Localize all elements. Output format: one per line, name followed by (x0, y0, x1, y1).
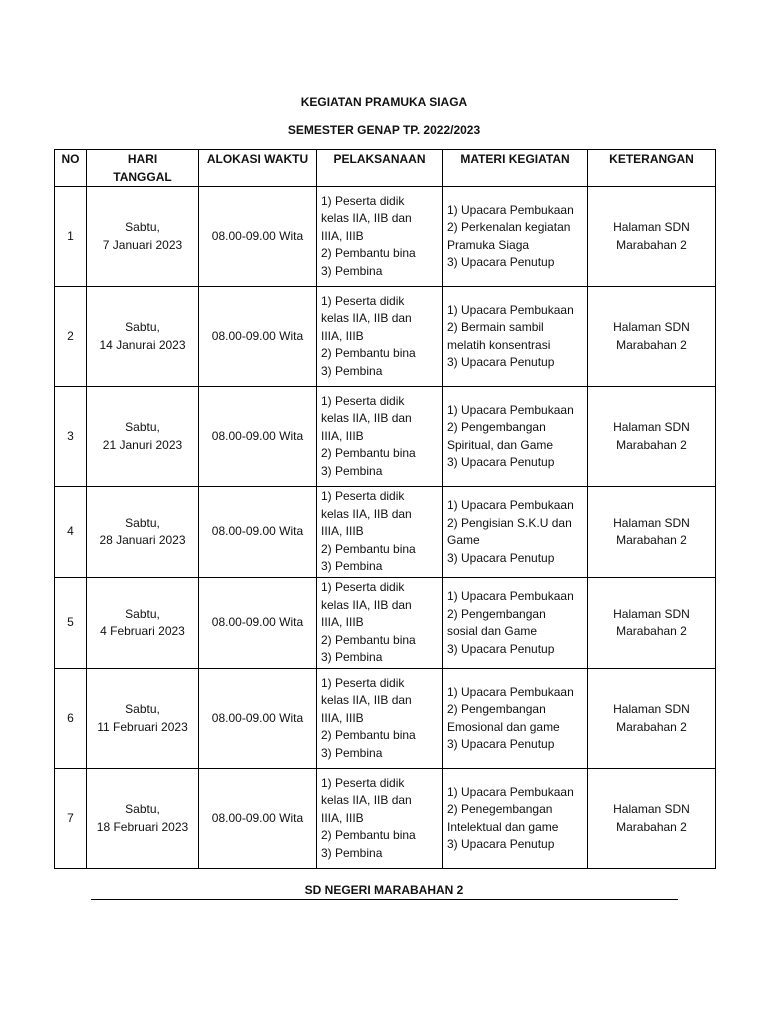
day-date-cell (87, 578, 199, 669)
date-label: 14 Janurai 2023 (99, 337, 186, 352)
date-label: 4 Februari 2023 (100, 624, 185, 638)
document-subtitle: SEMESTER GENAP TP. 2022/2023 (287, 123, 481, 137)
materi-line: 3) Upacara Penutup (447, 550, 555, 565)
pelaksanaan-line: kelas IIA, IIB dan (321, 597, 412, 612)
time-allocation: 08.00-09.00 Wita (199, 487, 317, 578)
date-label: 28 Januari 2023 (99, 533, 186, 547)
table-row (55, 487, 716, 578)
pelaksanaan-line: 3) Pembina (321, 463, 383, 478)
location-line-2: Marabahan 2 (616, 533, 687, 547)
pelaksanaan-line: kelas IIA, IIB dan (321, 311, 412, 326)
pelaksanaan-cell (317, 287, 443, 387)
materi-line: 3) Upacara Penutup (447, 837, 555, 851)
day-date-cell (87, 287, 199, 387)
date-label: 7 Januari 2023 (102, 237, 183, 252)
day-label: Sabtu, (125, 802, 160, 816)
pelaksanaan-line: 3) Pembina (321, 363, 383, 378)
keterangan-cell (588, 669, 716, 769)
time-allocation: 08.00-09.00 Wita (199, 287, 317, 387)
day-date-cell (87, 187, 199, 287)
materi-line: Spiritual, dan Game (447, 437, 554, 452)
header-hari: HARI (127, 152, 158, 166)
day-date-cell (87, 669, 199, 769)
pelaksanaan-line: kelas IIA, IIB dan (321, 693, 412, 708)
pelaksanaan-line: 2) Pembantu bina (321, 632, 416, 647)
header-no: NO (55, 150, 87, 187)
table-header-row (55, 150, 716, 187)
pelaksanaan-line: IIIA, IIIB (321, 810, 364, 825)
time-allocation: 08.00-09.00 Wita (199, 387, 317, 487)
materi-line: 2) Penegembangan (447, 802, 553, 816)
materi-line: 2) Pengembangan (447, 702, 546, 716)
table-row (55, 387, 716, 487)
school-name-footer: SD NEGERI MARABAHAN 2 (304, 883, 464, 897)
time-allocation: 08.00-09.00 Wita (199, 669, 317, 769)
location-line-2: Marabahan 2 (616, 719, 687, 734)
table-row (55, 669, 716, 769)
materi-cell (443, 769, 588, 869)
day-label: Sabtu, (125, 515, 160, 530)
header-pelaksanaan: PELAKSANAAN (317, 150, 443, 187)
table-row (55, 769, 716, 869)
materi-line: 3) Upacara Penutup (447, 641, 555, 656)
pelaksanaan-line: kelas IIA, IIB dan (321, 793, 412, 808)
pelaksanaan-line: 3) Pembina (321, 650, 383, 665)
pelaksanaan-line: 2) Pembantu bina (321, 828, 416, 843)
row-number: 3 (55, 387, 87, 487)
materi-line: 2) Bermain sambil (447, 320, 544, 334)
pelaksanaan-line: IIIA, IIIB (321, 615, 364, 630)
materi-cell (443, 387, 588, 487)
pelaksanaan-line: 3) Pembina (321, 559, 383, 574)
pelaksanaan-line: 1) Peserta didik (321, 775, 405, 790)
document-title: KEGIATAN PRAMUKA SIAGA (300, 95, 468, 109)
materi-line: 1) Upacara Pembukaan (447, 302, 574, 317)
location-line-1: Halaman SDN (613, 515, 690, 530)
location-line-1: Halaman SDN (613, 320, 690, 334)
materi-line: 1) Upacara Pembukaan (447, 784, 574, 799)
pelaksanaan-line: IIIA, IIIB (321, 428, 364, 443)
day-label: Sabtu, (125, 606, 160, 621)
materi-line: sosial dan Game (447, 624, 538, 638)
location-line-1: Halaman SDN (613, 802, 690, 816)
time-allocation: 08.00-09.00 Wita (199, 187, 317, 287)
day-date-cell (87, 769, 199, 869)
header-materi-kegiatan: MATERI KEGIATAN (443, 150, 588, 187)
row-number: 2 (55, 287, 87, 387)
pelaksanaan-cell (317, 187, 443, 287)
day-date-cell (87, 387, 199, 487)
table-row (55, 187, 716, 287)
row-number: 7 (55, 769, 87, 869)
materi-line: 1) Upacara Pembukaan (447, 589, 574, 603)
table-row (55, 578, 716, 669)
location-line-2: Marabahan 2 (616, 624, 687, 638)
materi-line: 1) Upacara Pembukaan (447, 402, 574, 417)
keterangan-cell (588, 187, 716, 287)
pelaksanaan-line: kelas IIA, IIB dan (321, 211, 412, 226)
materi-line: melatih konsentrasi (447, 337, 551, 352)
date-label: 21 Januri 2023 (102, 437, 183, 452)
pelaksanaan-line: IIIA, IIIB (321, 228, 364, 243)
day-label: Sabtu, (125, 420, 160, 434)
materi-line: 1) Upacara Pembukaan (447, 684, 574, 699)
keterangan-cell (588, 769, 716, 869)
pelaksanaan-cell (317, 487, 443, 578)
pelaksanaan-cell (317, 578, 443, 669)
pelaksanaan-cell (317, 769, 443, 869)
pelaksanaan-line: 1) Peserta didik (321, 393, 405, 408)
keterangan-cell (588, 578, 716, 669)
pelaksanaan-cell (317, 669, 443, 769)
materi-line: 2) Pengembangan (447, 606, 546, 621)
pelaksanaan-line: 1) Peserta didik (321, 293, 405, 308)
materi-line: 3) Upacara Penutup (447, 737, 555, 751)
pelaksanaan-line: IIIA, IIIB (321, 328, 364, 343)
pelaksanaan-line: 3) Pembina (321, 263, 383, 278)
materi-line: 3) Upacara Penutup (447, 255, 555, 269)
schedule-table (54, 149, 716, 869)
footer-underline (91, 899, 678, 900)
materi-cell (443, 187, 588, 287)
materi-line: 3) Upacara Penutup (447, 455, 555, 469)
header-keterangan: KETERANGAN (588, 150, 716, 187)
location-line-1: Halaman SDN (613, 606, 690, 621)
materi-line: 2) Perkenalan kegiatan (447, 220, 571, 234)
materi-line: 2) Pengisian S.K.U dan (447, 515, 572, 530)
row-number: 4 (55, 487, 87, 578)
row-number: 6 (55, 669, 87, 769)
time-allocation: 08.00-09.00 Wita (199, 769, 317, 869)
location-line-2: Marabahan 2 (616, 437, 687, 452)
materi-line: 1) Upacara Pembukaan (447, 202, 574, 217)
day-label: Sabtu, (125, 220, 160, 234)
keterangan-cell (588, 287, 716, 387)
pelaksanaan-line: 3) Pembina (321, 845, 383, 860)
date-label: 11 Februari 2023 (97, 719, 188, 734)
header-tanggal: TANGGAL (113, 169, 172, 184)
location-line-2: Marabahan 2 (616, 819, 687, 834)
keterangan-cell (588, 487, 716, 578)
pelaksanaan-line: 1) Peserta didik (321, 580, 405, 595)
materi-line: Pramuka Siaga (447, 237, 530, 252)
location-line-1: Halaman SDN (613, 702, 690, 716)
row-number: 5 (55, 578, 87, 669)
materi-line: Intelektual dan game (447, 819, 559, 834)
materi-line: 3) Upacara Penutup (447, 355, 555, 369)
pelaksanaan-line: kelas IIA, IIB dan (321, 506, 412, 521)
materi-line: 1) Upacara Pembukaan (447, 498, 574, 512)
row-number: 1 (55, 187, 87, 287)
pelaksanaan-line: 2) Pembantu bina (321, 346, 416, 361)
materi-cell (443, 578, 588, 669)
location-line-1: Halaman SDN (613, 420, 690, 434)
pelaksanaan-cell (317, 387, 443, 487)
pelaksanaan-line: 2) Pembantu bina (321, 446, 416, 461)
materi-line: 2) Pengembangan (447, 420, 546, 434)
pelaksanaan-line: 1) Peserta didik (321, 193, 405, 208)
date-label: 18 Februari 2023 (96, 819, 189, 834)
pelaksanaan-line: 2) Pembantu bina (321, 728, 416, 743)
header-alokasi-waktu: ALOKASI WAKTU (199, 150, 317, 187)
materi-cell (443, 487, 588, 578)
table-row (55, 287, 716, 387)
pelaksanaan-line: kelas IIA, IIB dan (321, 411, 412, 426)
location-line-2: Marabahan 2 (616, 337, 687, 352)
pelaksanaan-line: 3) Pembina (321, 745, 383, 760)
location-line-1: Halaman SDN (613, 220, 690, 234)
materi-line: Game (447, 533, 480, 547)
materi-line: Emosional dan game (447, 719, 560, 734)
pelaksanaan-line: 1) Peserta didik (321, 489, 405, 504)
pelaksanaan-line: IIIA, IIIB (321, 710, 364, 725)
materi-cell (443, 669, 588, 769)
header-hari-tanggal (87, 150, 199, 187)
time-allocation: 08.00-09.00 Wita (199, 578, 317, 669)
pelaksanaan-line: 2) Pembantu bina (321, 246, 416, 261)
materi-cell (443, 287, 588, 387)
day-date-cell (87, 487, 199, 578)
pelaksanaan-line: 2) Pembantu bina (321, 541, 416, 556)
location-line-2: Marabahan 2 (616, 237, 687, 252)
pelaksanaan-line: 1) Peserta didik (321, 675, 405, 690)
day-label: Sabtu, (125, 702, 160, 716)
keterangan-cell (588, 387, 716, 487)
day-label: Sabtu, (125, 320, 160, 334)
pelaksanaan-line: IIIA, IIIB (321, 524, 364, 539)
